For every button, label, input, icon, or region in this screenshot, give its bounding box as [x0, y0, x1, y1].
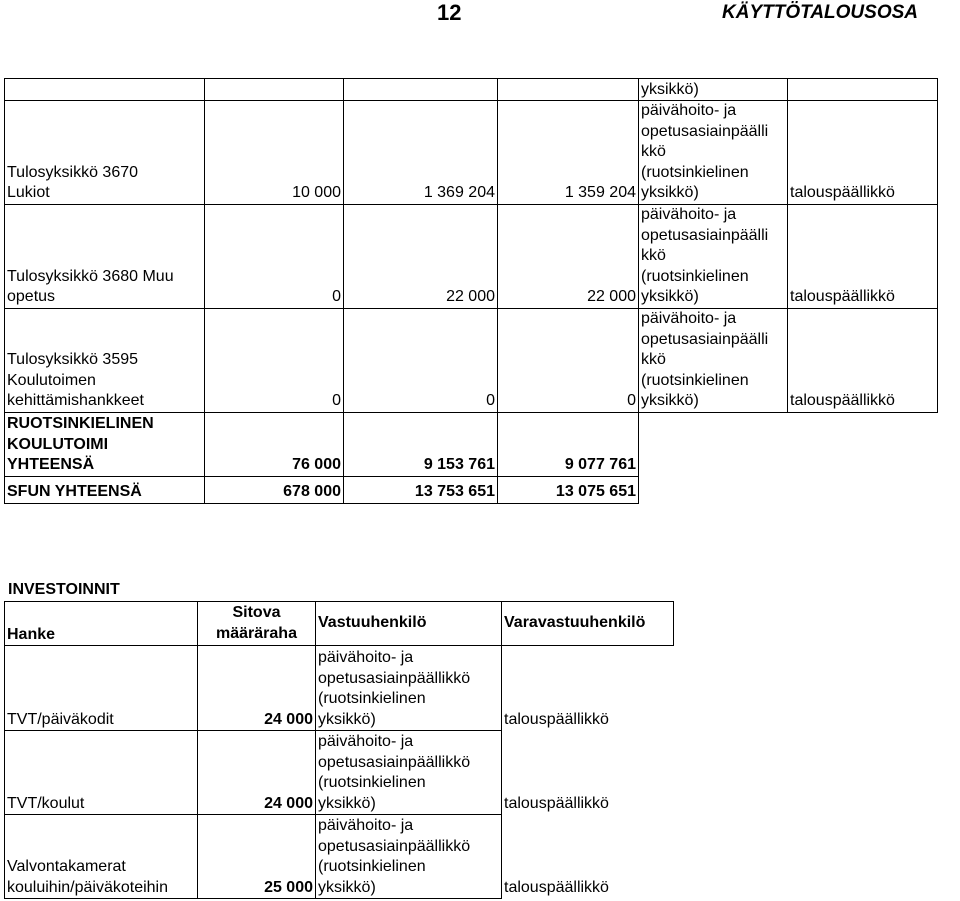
cell-sitova: 25 000	[198, 815, 316, 899]
budget-table	[4, 78, 938, 504]
cell-col1: 10 000	[205, 101, 344, 205]
cell-col2: 13 753 651	[344, 476, 498, 503]
investment-row	[5, 731, 674, 815]
cell-sitova: 24 000	[198, 646, 316, 731]
empty-cell	[788, 412, 938, 476]
cell-vara	[788, 79, 938, 101]
cell-vastuu: päivähoito- ja opetusasiainpäällikkö (ruotsinkielinen yksikkö)	[316, 646, 502, 731]
cell-vastuu: päivähoito- ja opetusasiainpäälli kkö (ruotsinkielinen yksikkö)	[639, 101, 788, 205]
cell-col1: 0	[205, 204, 344, 308]
cell-vastuu: päivähoito- ja opetusasiainpäällikkö (ruotsinkielinen yksikkö)	[316, 731, 502, 815]
empty-cell	[639, 412, 788, 476]
cell-name: Tulosyksikkö 3670 Lukiot	[5, 101, 205, 205]
cell-col1	[205, 79, 344, 101]
cell-vastuu: päivähoito- ja opetusasiainpäällikkö (ruotsinkielinen yksikkö)	[316, 815, 502, 899]
table-row	[5, 308, 938, 412]
header-vara: Varavastuuhenkilö	[502, 602, 674, 646]
page-number: 12	[437, 0, 462, 25]
cell-name: Tulosyksikkö 3680 Muu opetus	[5, 204, 205, 308]
cell-col2: 0	[344, 308, 498, 412]
cell-vara: talouspäällikkö	[504, 795, 609, 812]
cell-name: RUOTSINKIELINEN KOULUTOIMI YHTEENSÄ	[5, 412, 205, 476]
cell-name: SFUN YHTEENSÄ	[5, 476, 205, 503]
cell-vara: talouspäällikkö	[504, 711, 609, 728]
investments-title: INVESTOINNIT	[8, 581, 120, 598]
cell-vastuu: yksikkö)	[639, 79, 788, 101]
empty-cell	[639, 476, 788, 503]
cell-col1: 678 000	[205, 476, 344, 503]
cell-hanke: TVT/päiväkodit	[5, 646, 198, 731]
cell-col3: 22 000	[498, 204, 639, 308]
cell-col3	[498, 79, 639, 101]
cell-name: Tulosyksikkö 3595 Koulutoimen kehittämishankkeet	[5, 308, 205, 412]
cell-col3: 0	[498, 308, 639, 412]
cell-col1: 76 000	[205, 412, 344, 476]
empty-cell	[788, 476, 938, 503]
cell-col3: 1 359 204	[498, 101, 639, 205]
cell-hanke: TVT/koulut	[5, 731, 198, 815]
investment-row	[5, 646, 674, 731]
cell-vastuu: päivähoito- ja opetusasiainpäälli kkö (ruotsinkielinen yksikkö)	[639, 308, 788, 412]
cell-col3: 9 077 761	[498, 412, 639, 476]
investments-header-row	[5, 602, 674, 646]
total-row	[5, 476, 938, 503]
cell-vara: talouspäällikkö	[788, 204, 938, 308]
cell-col2	[344, 79, 498, 101]
header-sitova: Sitova määräraha	[198, 602, 316, 646]
cell-vara: talouspäällikkö	[788, 101, 938, 205]
cell-col3: 13 075 651	[498, 476, 639, 503]
cell-col2: 1 369 204	[344, 101, 498, 205]
table-row	[5, 204, 938, 308]
cell-col1: 0	[205, 308, 344, 412]
cell-hanke: Valvontakamerat kouluihin/päiväkoteihin	[5, 815, 198, 899]
cell-vastuu: päivähoito- ja opetusasiainpäälli kkö (ruotsinkielinen yksikkö)	[639, 204, 788, 308]
investment-row	[5, 815, 674, 899]
table-row	[5, 79, 938, 101]
cell-vara: talouspäällikkö	[504, 879, 609, 896]
total-row	[5, 412, 938, 476]
cell-name	[5, 79, 205, 101]
header-vastuu: Vastuuhenkilö	[316, 602, 502, 646]
section-title: KÄYTTÖTALOUSOSA	[722, 2, 918, 23]
cell-vara: talouspäällikkö	[788, 308, 938, 412]
investments-table	[4, 601, 674, 899]
cell-col2: 9 153 761	[344, 412, 498, 476]
header-hanke: Hanke	[5, 602, 198, 646]
table-row	[5, 101, 938, 205]
cell-col2: 22 000	[344, 204, 498, 308]
cell-sitova: 24 000	[198, 731, 316, 815]
